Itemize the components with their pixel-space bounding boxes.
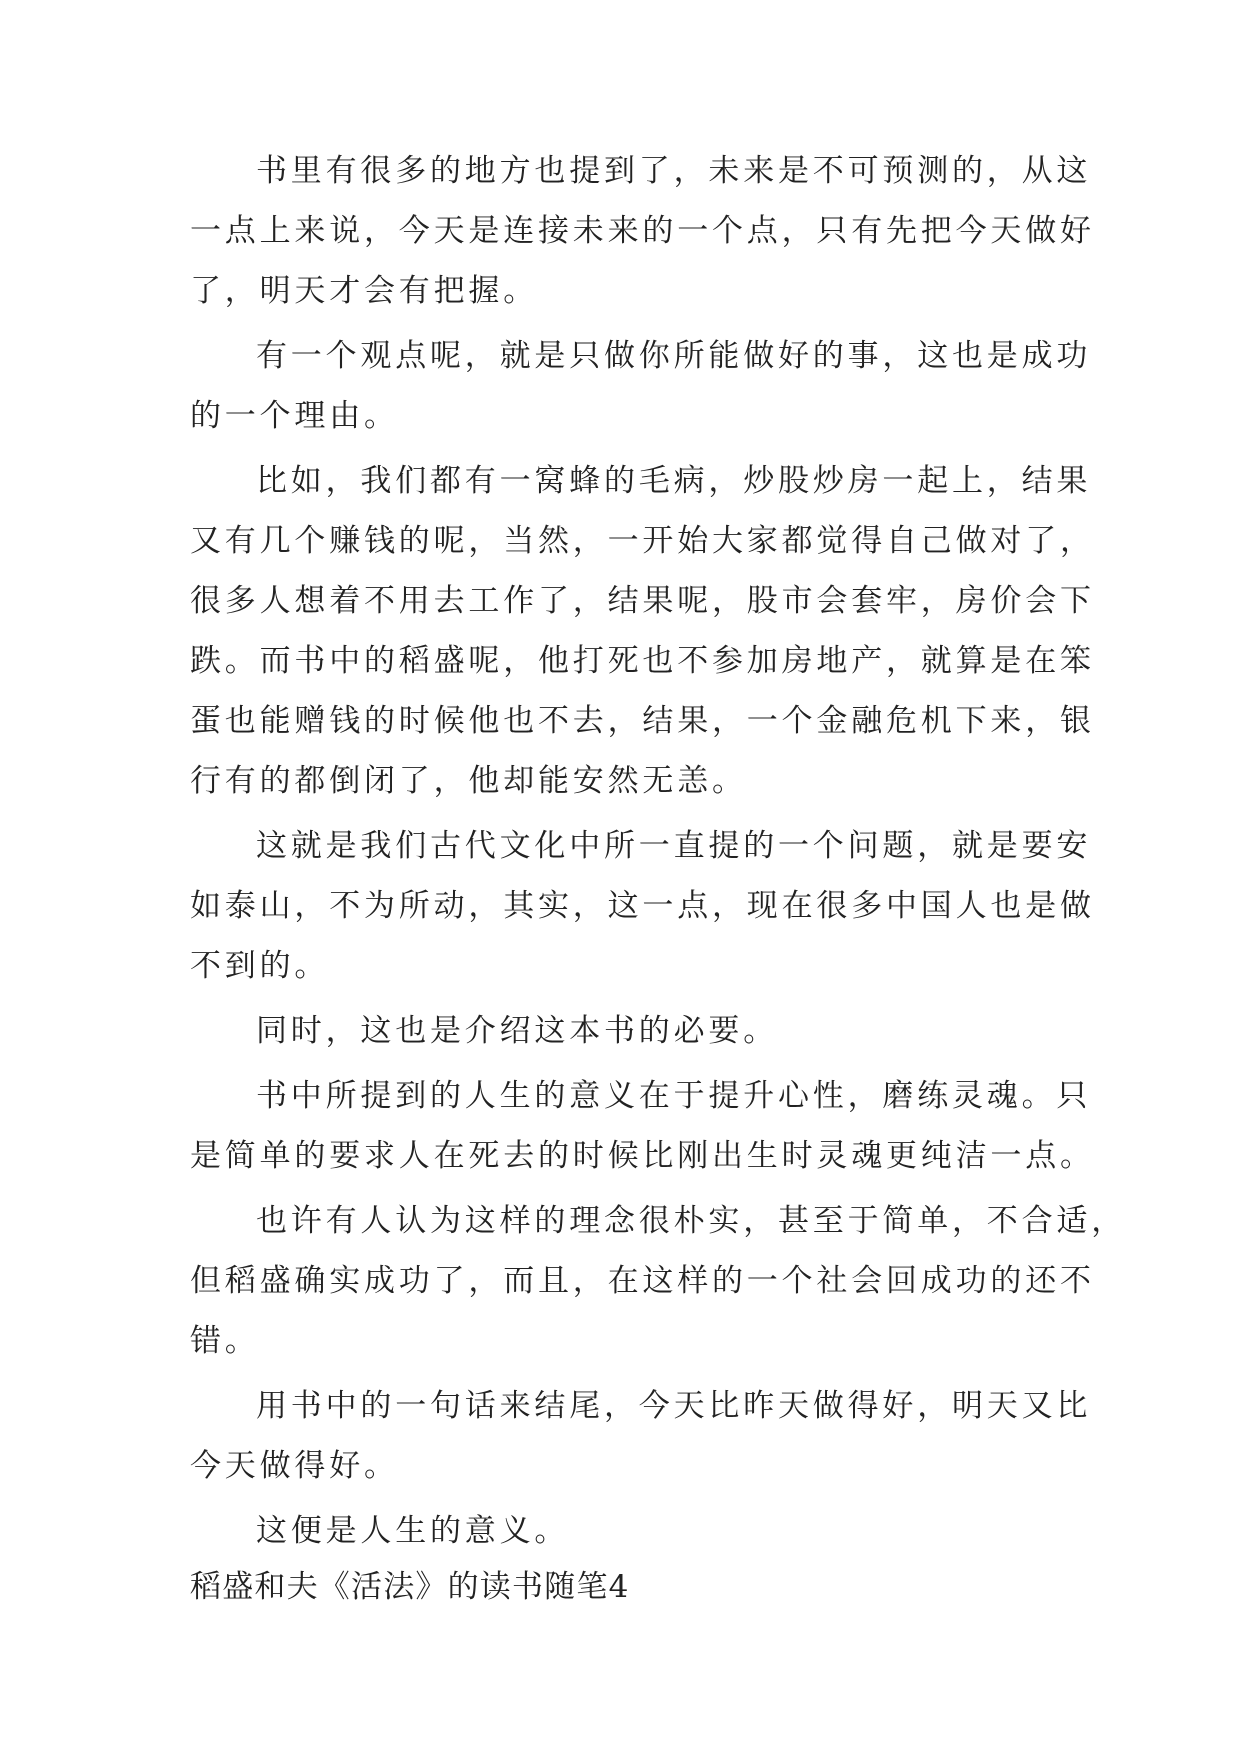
paragraph-1-line-1: 书里有很多的地方也提到了，未来是不可预测的，从这: [256, 153, 1092, 189]
section-heading: 稻盛和夫《活法》的读书随笔4: [190, 1569, 630, 1605]
paragraph-5-line-1: 同时，这也是介绍这本书的必要。: [256, 1013, 778, 1049]
paragraph-1-line-2: 一点上来说，今天是连接未来的一个点，只有先把今天做好: [190, 213, 1095, 249]
paragraph-2-line-2: 的一个理由。: [190, 398, 399, 434]
paragraph-1-line-3: 了，明天才会有把握。: [190, 273, 538, 309]
paragraph-7-line-2: 但稻盛确实成功了，而且，在这样的一个社会回成功的还不: [190, 1263, 1095, 1299]
paragraph-8-line-1: 用书中的一句话来结尾，今天比昨天做得好，明天又比: [256, 1388, 1092, 1424]
paragraph-6-line-2: 是简单的要求人在死去的时候比刚出生时灵魂更纯洁一点。: [190, 1138, 1095, 1174]
paragraph-9-line-1: 这便是人生的意义。: [256, 1513, 570, 1549]
paragraph-4-line-2: 如泰山，不为所动，其实，这一点，现在很多中国人也是做: [190, 888, 1095, 924]
paragraph-4-line-3: 不到的。: [190, 948, 330, 984]
paragraph-6-line-1: 书中所提到的人生的意义在于提升心性，磨练灵魂。只: [256, 1078, 1092, 1114]
paragraph-3-line-6: 行有的都倒闭了，他却能安然无恙。: [190, 763, 747, 799]
paragraph-3-line-1: 比如，我们都有一窝蜂的毛病，炒股炒房一起上，结果: [256, 463, 1092, 499]
paragraph-3-line-5: 蛋也能赠钱的时候他也不去，结果，一个金融危机下来，银: [190, 703, 1095, 739]
paragraph-3-line-2: 又有几个赚钱的呢，当然，一开始大家都觉得自己做对了，: [190, 523, 1095, 559]
paragraph-7-line-1: 也许有人认为这样的理念很朴实，甚至于简单，不合适，: [256, 1203, 1126, 1239]
paragraph-2-line-1: 有一个观点呢，就是只做你所能做好的事，这也是成功: [256, 338, 1092, 374]
paragraph-8-line-2: 今天做得好。: [190, 1448, 399, 1484]
paragraph-3-line-3: 很多人想着不用去工作了，结果呢，股市会套牢，房价会下: [190, 583, 1095, 619]
paragraph-7-line-3: 错。: [190, 1323, 260, 1359]
paragraph-4-line-1: 这就是我们古代文化中所一直提的一个问题，就是要安: [256, 828, 1092, 864]
paragraph-3-line-4: 跌。而书中的稻盛呢，他打死也不参加房地产，就算是在笨: [190, 643, 1095, 679]
